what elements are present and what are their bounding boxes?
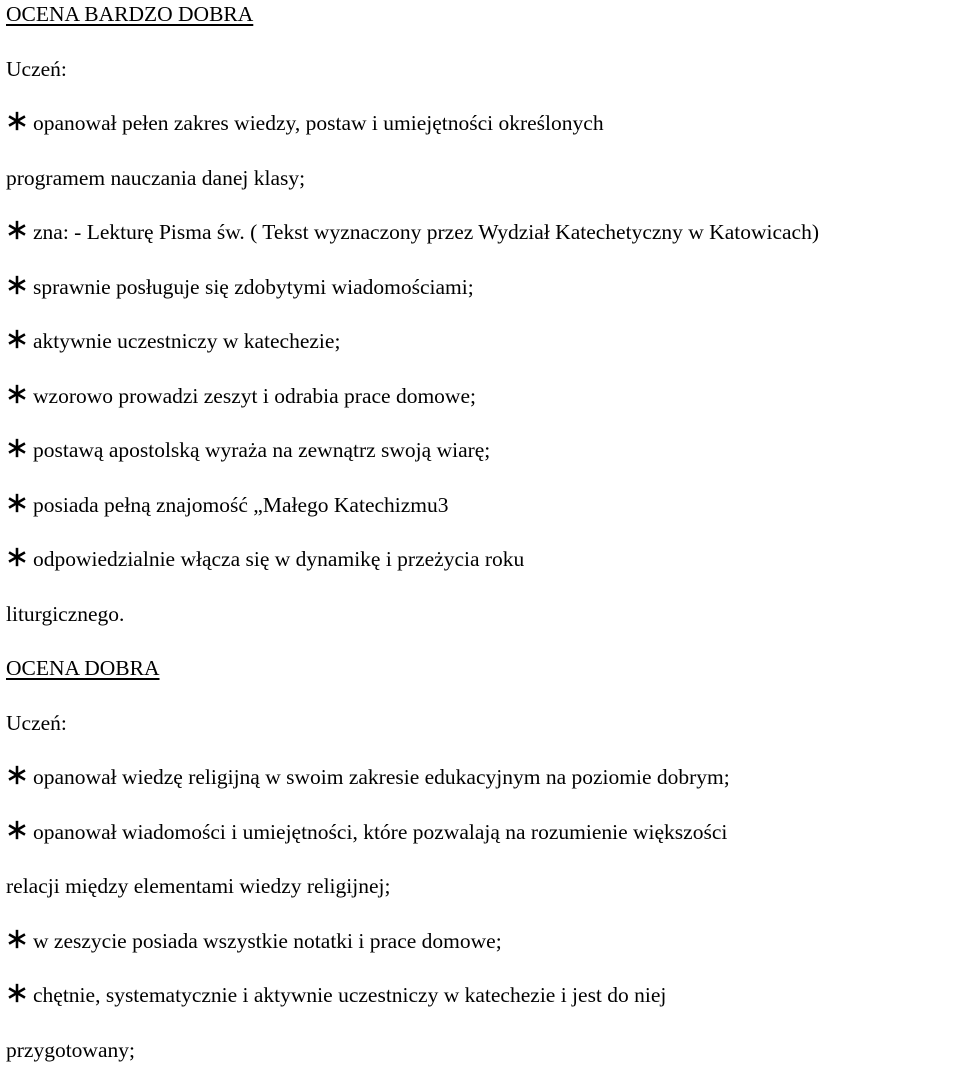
- document-page: [6, 0, 958, 1077]
- asterisk-star-icon: [6, 819, 28, 841]
- asterisk-star-icon: [6, 492, 28, 514]
- list-item-text: wzorowo prowadzi zeszyt i odrabia prace domowe;: [33, 384, 476, 408]
- asterisk-star-icon: [6, 437, 28, 459]
- list-item: [6, 205, 958, 260]
- list-item: [6, 260, 958, 315]
- list-item: [6, 478, 958, 533]
- list-item-text: sprawnie posługuje się zdobytymi wiadomościami;: [33, 275, 474, 299]
- section-intro-very-good: Uczeń:: [6, 42, 958, 97]
- list-item-continuation: [6, 587, 958, 642]
- list-item-text: liturgicznego.: [6, 602, 124, 626]
- list-item-text: opanował wiedzę religijną w swoim zakresie edukacyjnym na poziomie dobrym;: [33, 765, 730, 789]
- list-item-continuation: [6, 859, 958, 914]
- list-item-text: zna: - Lekturę Pisma św. ( Tekst wyznaczony przez Wydział Katechetyczny w Katowicach): [33, 220, 819, 244]
- asterisk-star-icon: [6, 274, 28, 296]
- list-item: [6, 805, 958, 860]
- list-item: [6, 532, 958, 587]
- asterisk-star-icon: [6, 110, 28, 132]
- list-item: [6, 96, 958, 151]
- list-item-text: przygotowany;: [6, 1038, 135, 1062]
- list-item-continuation: [6, 151, 958, 206]
- asterisk-star-icon: [6, 383, 28, 405]
- list-item: [6, 968, 958, 1023]
- list-item: [6, 369, 958, 424]
- list-item-text: relacji między elementami wiedzy religijnej;: [6, 874, 390, 898]
- asterisk-star-icon: [6, 328, 28, 350]
- list-item: [6, 314, 958, 369]
- section-heading-good: OCENA DOBRA: [6, 641, 958, 696]
- asterisk-star-icon: [6, 928, 28, 950]
- list-item: [6, 423, 958, 478]
- list-item-text: aktywnie uczestniczy w katechezie;: [33, 329, 340, 353]
- list-item-text: posiada pełną znajomość „Małego Katechizmu3: [33, 493, 449, 517]
- section-intro-good: Uczeń:: [6, 696, 958, 751]
- list-item-continuation: [6, 1023, 958, 1077]
- list-item-text: programem nauczania danej klasy;: [6, 166, 305, 190]
- list-item-text: w zeszycie posiada wszystkie notatki i prace domowe;: [33, 929, 502, 953]
- list-item: [6, 750, 958, 805]
- asterisk-star-icon: [6, 982, 28, 1004]
- section-heading-very-good: OCENA BARDZO DOBRA: [6, 0, 958, 42]
- list-item: [6, 914, 958, 969]
- list-item-text: odpowiedzialnie włącza się w dynamikę i przeżycia roku: [33, 547, 524, 571]
- asterisk-star-icon: [6, 546, 28, 568]
- list-item-text: opanował pełen zakres wiedzy, postaw i umiejętności określonych: [33, 111, 604, 135]
- asterisk-star-icon: [6, 764, 28, 786]
- list-item-text: opanował wiadomości i umiejętności, które pozwalają na rozumienie większości: [33, 820, 727, 844]
- asterisk-star-icon: [6, 219, 28, 241]
- list-item-text: chętnie, systematycznie i aktywnie uczestniczy w katechezie i jest do niej: [33, 983, 666, 1007]
- list-item-text: postawą apostolską wyraża na zewnątrz swoją wiarę;: [33, 438, 490, 462]
